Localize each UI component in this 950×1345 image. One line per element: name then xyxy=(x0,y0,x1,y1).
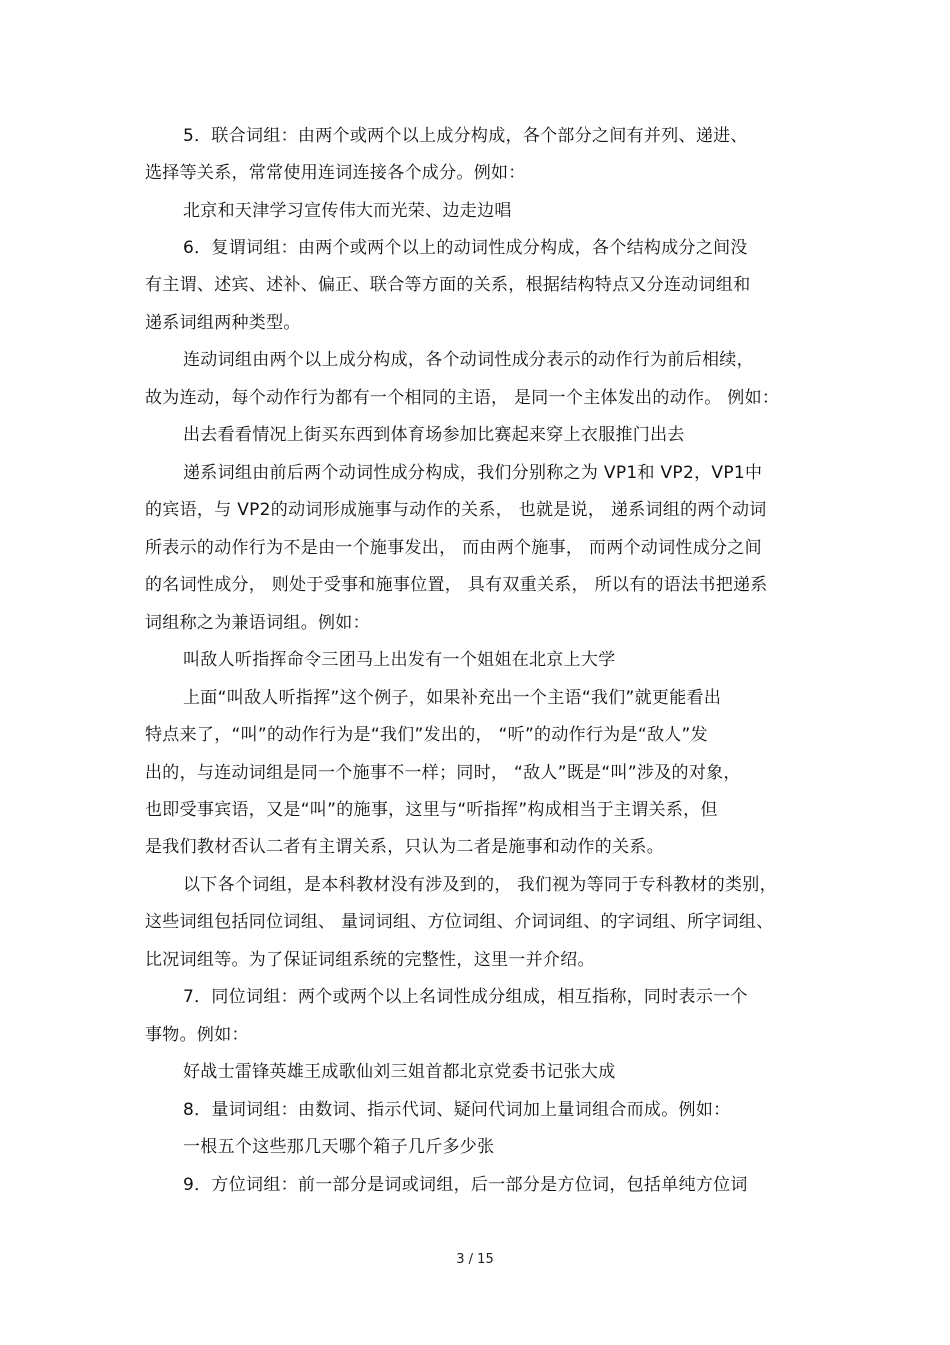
text-line: 以下各个词组，是本科教材没有涉及到的， 我们视为等同于专科教材的类别， xyxy=(183,875,777,895)
page-number: 3 / 15 xyxy=(456,1252,494,1267)
text-line: 递系词组两种类型。 xyxy=(145,313,301,333)
example-line: 一根五个这些那几天哪个箱子几斤多少张 xyxy=(183,1137,495,1157)
text-line: 6．复谓词组：由两个或两个以上的动词性成分构成，各个结构成分之间没 xyxy=(183,238,748,258)
text-line: 5．联合词组：由两个或两个以上成分构成，各个部分之间有并列、递进、 xyxy=(183,126,748,146)
text-line: 9．方位词组：前一部分是词或词组，后一部分是方位词，包括单纯方位词 xyxy=(183,1175,748,1195)
text-line: 是我们教材否认二者有主谓关系，只认为二者是施事和动作的关系。 xyxy=(145,837,664,857)
text-line: 7．同位词组：两个或两个以上名词性成分组成，相互指称，同时表示一个 xyxy=(183,987,748,1007)
example-line: 叫敌人听指挥命令三团马上出发有一个姐姐在北京上大学 xyxy=(183,650,616,670)
text-line: 的名词性成分， 则处于受事和施事位置， 具有双重关系， 所以有的语法书把递系 xyxy=(145,575,768,595)
text-line: 所表示的动作行为不是由一个施事发出， 而由两个施事， 而两个动词性成分之间 xyxy=(145,538,762,558)
text-line: 也即受事宾语，又是“叫”的施事，这里与“听指挥”构成相当于主谓关系，但 xyxy=(145,800,718,820)
example-line: 北京和天津学习宣传伟大而光荣、边走边唱 xyxy=(183,201,512,221)
text-line: 的宾语，与 VP2的动词形成施事与动作的关系， 也就是说， 递系词组的两个动词 xyxy=(145,500,767,520)
example-line: 出去看看情况上街买东西到体育场参加比赛起来穿上衣服推门出去 xyxy=(183,425,685,445)
text-line: 故为连动，每个动作行为都有一个相同的主语， 是同一个主体发出的动作。 例如： xyxy=(145,388,780,408)
text-line: 词组称之为兼语词组。例如： xyxy=(145,613,370,633)
text-line: 事物。例如： xyxy=(145,1025,249,1045)
text-line: 连动词组由两个以上成分构成，各个动词性成分表示的动作行为前后相续， xyxy=(183,350,754,370)
text-line: 选择等关系，常常使用连词连接各个成分。例如： xyxy=(145,163,526,183)
text-line: 8．量词词组：由数词、指示代词、疑问代词加上量词组合而成。例如： xyxy=(183,1100,731,1120)
text-line: 这些词组包括同位词组、 量词词组、方位词组、介词词组、的字词组、所字词组、 xyxy=(145,912,774,932)
text-line: 上面“叫敌人听指挥”这个例子，如果补充出一个主语“我们”就更能看出 xyxy=(183,688,722,708)
text-line: 特点来了，“叫”的动作行为是“我们”发出的， “听”的动作行为是“敌人”发 xyxy=(145,725,708,745)
text-line: 递系词组由前后两个动词性成分构成，我们分别称之为 VP1和 VP2，VP1中 xyxy=(183,463,763,483)
example-line: 好战士雷锋英雄王成歌仙刘三姐首都北京党委书记张大成 xyxy=(183,1062,616,1082)
text-line: 有主谓、述宾、述补、偏正、联合等方面的关系，根据结构特点又分连动词组和 xyxy=(145,275,751,295)
text-line: 比况词组等。为了保证词组系统的完整性，这里一并介绍。 xyxy=(145,950,595,970)
text-line: 出的，与连动词组是同一个施事不一样；同时， “敌人”既是“叫”涉及的对象， xyxy=(145,763,741,783)
